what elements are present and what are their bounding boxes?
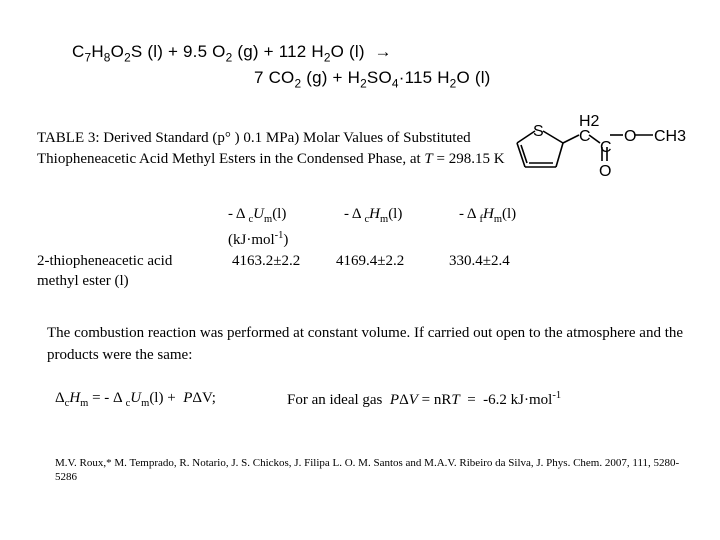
table-cell-delta-f-h: 330.4±2.4: [449, 253, 510, 269]
atom-c-methylene: C: [579, 128, 591, 145]
table-cell-delta-c-u: 4163.2±2.2: [232, 253, 301, 269]
atom-ch3: CH3: [654, 128, 687, 145]
table-title: TABLE 3: Derived Standard (p° ) 0.1 MPa) Molar Values of Substituted Thiopheneacetic Acid Methyl Esters in the Condensed Phase, at T = 298.15 K: [37, 130, 505, 167]
reaction-line-2: 7 $CO_2$ $(g) + H_2SO_4\cdot 115$ $H_2O$ (l): [254, 68, 491, 91]
citation-reference: M.V. Roux,* M. Temprado, R. Notario, J. S. Chickos, J. Filipa L. O. M. Santos and M.A.V. Ribeiro da Silva, J. Phys. Chem. 2007, 111, 5280-5286: [55, 457, 680, 483]
header-delta-c-u: - Δ $_cU_m(l)$: [228, 206, 287, 225]
table-row-compound: 2-thiopheneacetic acid methyl ester (l): [37, 253, 173, 289]
table-cell-delta-c-h: 4169.4±2.2: [336, 253, 405, 269]
header-units: (kJ·mol$^{-1}$): [228, 230, 289, 248]
atom-h2: H2: [579, 113, 600, 130]
header-delta-c-h: - Δ $_cH_m(l)$: [344, 206, 403, 225]
atom-o-ester: O: [624, 128, 637, 145]
atom-s: S: [533, 123, 544, 140]
atom-c-carbonyl: C: [600, 139, 612, 156]
equation-ideal-gas: For an ideal gas PΔV = nRT = -6.2 kJ·mol$^{-1}$: [287, 390, 562, 408]
equation-enthalpy: $\Delta_cH_m$ = - Δ $_cU_m(l) + P\Delta V$;: [55, 390, 216, 409]
reaction-line-1: $C_7H_8O_2S$ (l) + 9.5 $O_2$ (g) + 112 $H_2O$ (l) →: [72, 42, 392, 65]
header-delta-f-h: - Δ $_fH_m(l)$: [459, 206, 517, 225]
combustion-note: The combustion reaction was performed at constant volume. If carried out open to the atmosphere and the products were the same:: [47, 325, 684, 363]
atom-o-carbonyl: O: [599, 163, 612, 180]
molecule-structure-diagram: [505, 105, 705, 185]
